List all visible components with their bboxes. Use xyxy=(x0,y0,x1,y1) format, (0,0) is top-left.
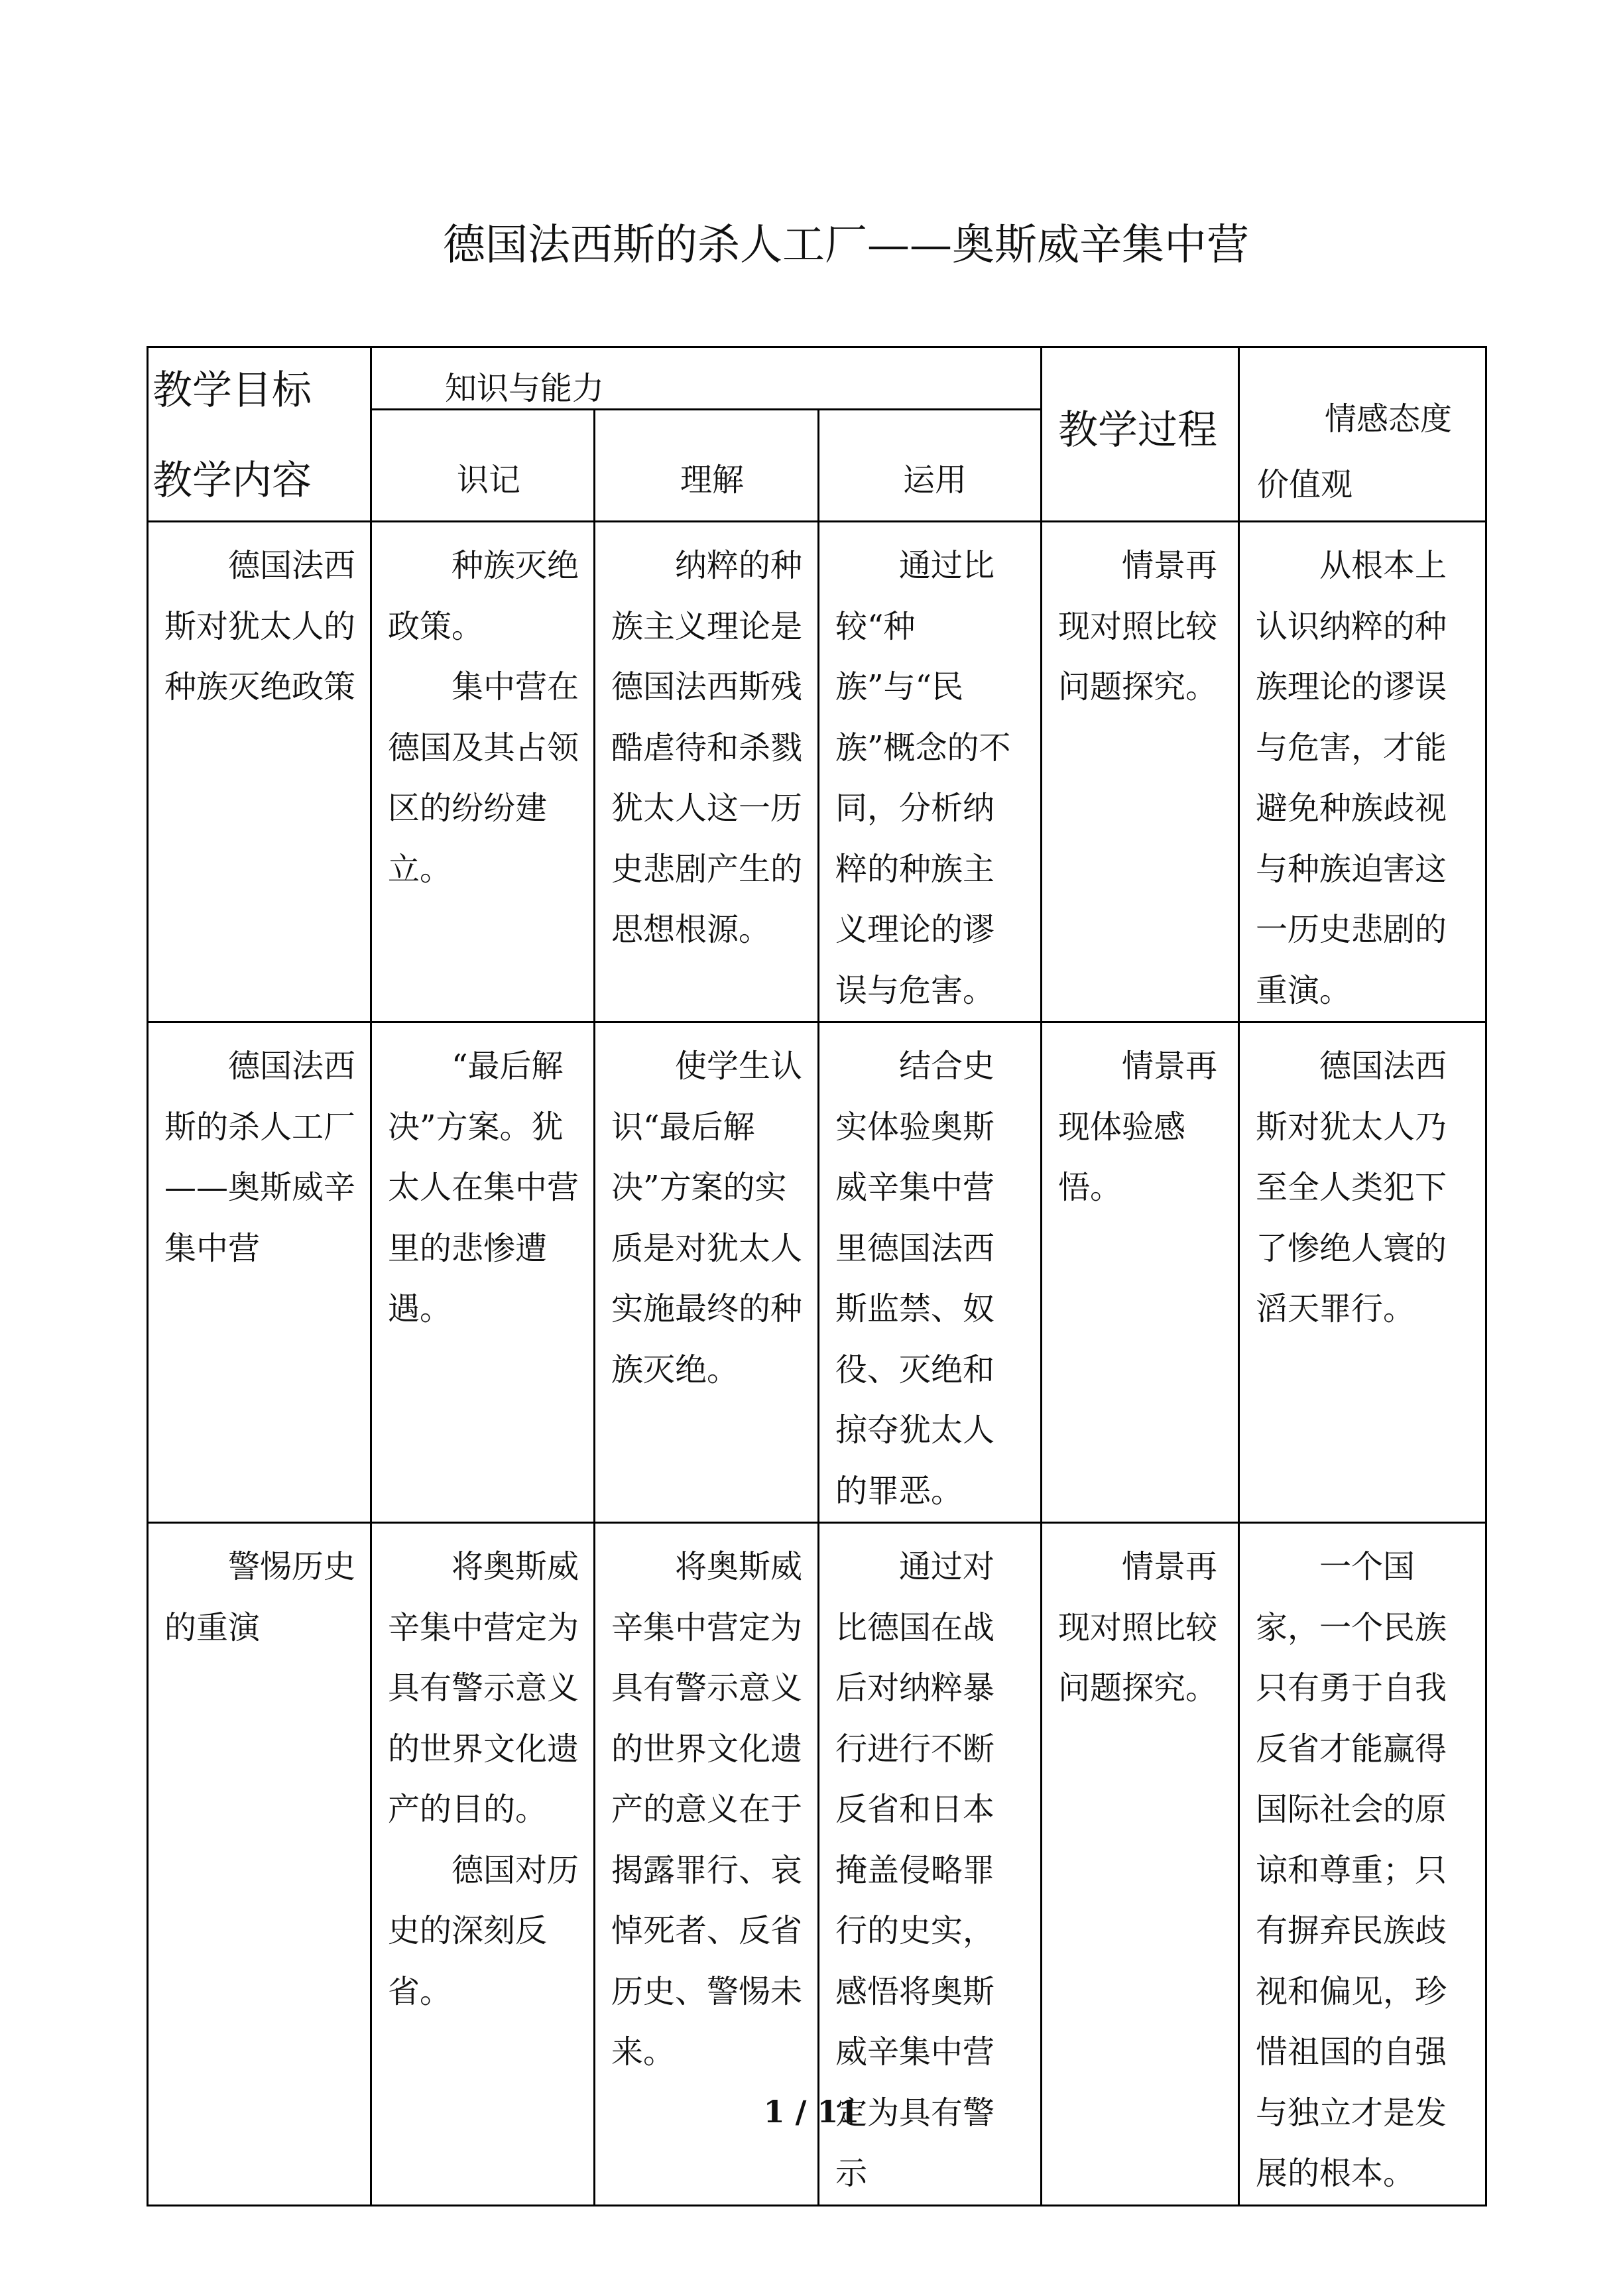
header-goal-content-cell xyxy=(148,347,371,522)
row1-emotion: 从根本上认识纳粹的种族理论的谬误与危害，才能避免种族歧视与种族迫害这一历史悲剧的重演。 xyxy=(1256,547,1447,1009)
header-process: 教学过程 xyxy=(1058,407,1217,453)
row3-understand: 将奥斯威辛集中营定为具有警示意义的世界文化遗产的意义在于揭露罪行、哀悼死者、反省历史、警惕未来。 xyxy=(611,1548,803,2071)
header-process-cell xyxy=(1042,347,1239,522)
header-knowledge: 知识与能力 xyxy=(445,370,605,407)
document-title: 德国法西斯的杀人工厂——奥斯威辛集中营 xyxy=(443,221,1249,270)
header-memorize: 识记 xyxy=(457,461,521,499)
row2-memorize: “最后解决”方案。犹太人在集中营里的悲惨遭遇。 xyxy=(388,1048,579,1327)
row2-emotion: 德国法西斯对犹太人乃至全人类犯下了惨绝人寰的滔天罪行。 xyxy=(1256,1048,1447,1327)
row1-memorize-1: 种族灭绝政策。 xyxy=(388,547,579,645)
header-emotion-line2: 价值观 xyxy=(1257,466,1353,503)
header-content: 教学内容 xyxy=(152,457,312,504)
header-emotion-cell xyxy=(1239,347,1486,522)
row1-memorize-2: 集中营在德国及其占领区的纷纷建立。 xyxy=(388,668,579,888)
row1-understand: 纳粹的种族主义理论是德国法西斯残酷虐待和杀戮犹太人这一历史悲剧产生的思想根源。 xyxy=(611,547,803,948)
header-knowledge-cell xyxy=(371,347,1042,410)
header-understand-cell xyxy=(595,410,819,522)
header-goal: 教学目标 xyxy=(152,367,312,414)
row1-content: 德国法西斯对犹太人的种族灭绝政策 xyxy=(164,547,356,705)
row2-apply: 结合史实体验奥斯威辛集中营里德国法西斯监禁、奴役、灭绝和掠夺犹太人的罪恶。 xyxy=(835,1048,995,1510)
page-number: 1 / 11 xyxy=(763,2094,860,2130)
row3-process: 情景再现对照比较问题探究。 xyxy=(1058,1548,1218,1707)
row3-memorize-2: 德国对历史的深刻反省。 xyxy=(388,1851,579,2010)
row1-apply: 通过比较“种族”与“民族”概念的不同，分析纳粹的种族主义理论的谬误与危害。 xyxy=(835,547,1011,1009)
table-row xyxy=(148,1022,1486,1523)
lesson-plan-table xyxy=(147,346,1487,2206)
row2-understand: 使学生认识“最后解决”方案的实质是对犹太人实施最终的种族灭绝。 xyxy=(611,1048,803,1388)
header-apply-cell xyxy=(819,410,1042,522)
header-emotion-line1: 情感态度 xyxy=(1325,400,1453,438)
row3-content: 警惕历史的重演 xyxy=(164,1548,356,1646)
table-row xyxy=(148,522,1486,1022)
header-understand: 理解 xyxy=(680,461,745,499)
header-memorize-cell xyxy=(371,410,595,522)
row3-emotion: 一个国家，一个民族只有勇于自我反省才能赢得国际社会的原谅和尊重；只有摒弃民族歧视和偏见，珍惜祖国的自强与独立才是发展的根本。 xyxy=(1256,1548,1447,2192)
row3-memorize-1: 将奥斯威辛集中营定为具有警示意义的世界文化遗产的目的。 xyxy=(388,1548,579,1828)
header-apply: 运用 xyxy=(903,461,967,499)
row2-content: 德国法西斯的杀人工厂——奥斯威辛集中营 xyxy=(164,1048,356,1267)
row1-process: 情景再现对照比较问题探究。 xyxy=(1058,547,1218,705)
row2-process: 情景再现体验感悟。 xyxy=(1058,1048,1218,1206)
row3-apply: 通过对比德国在战后对纳粹暴行进行不断反省和日本掩盖侵略罪行的史实，感悟将奥斯威辛集中营定为具有警示 xyxy=(835,1548,995,2192)
